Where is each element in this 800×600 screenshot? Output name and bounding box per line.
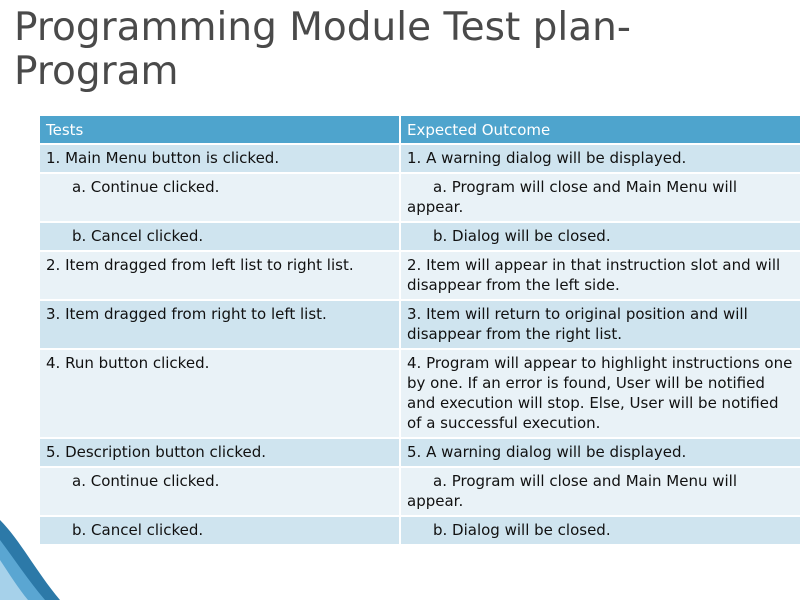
test-cell: 4. Run button clicked. <box>40 349 400 438</box>
expected-outcome-cell: b. Dialog will be closed. <box>400 222 800 251</box>
decorative-corner-swoosh <box>0 500 60 600</box>
test-cell: 2. Item dragged from left list to right list. <box>40 251 400 300</box>
table-row <box>40 251 800 300</box>
test-cell: 5. Description button clicked. <box>40 438 400 467</box>
expected-outcome-cell: b. Dialog will be closed. <box>400 516 800 545</box>
test-cell: a. Continue clicked. <box>40 173 400 222</box>
test-cell: 1. Main Menu button is clicked. <box>40 144 400 173</box>
test-cell: a. Continue clicked. <box>40 467 400 516</box>
table-row <box>40 438 800 467</box>
table-row <box>40 349 800 438</box>
test-cell: 3. Item dragged from right to left list. <box>40 300 400 349</box>
table-row <box>40 467 800 516</box>
table-row <box>40 516 800 545</box>
expected-outcome-cell: 3. Item will return to original position and will disappear from the right list. <box>400 300 800 349</box>
expected-outcome-cell: 1. A warning dialog will be displayed. <box>400 144 800 173</box>
header-tests: Tests <box>40 116 400 144</box>
expected-outcome-cell: 2. Item will appear in that instruction slot and will disappear from the left side. <box>400 251 800 300</box>
expected-outcome-cell: a. Program will close and Main Menu will appear. <box>400 173 800 222</box>
test-cell: b. Cancel clicked. <box>40 516 400 545</box>
table-header-row <box>40 116 800 144</box>
table-row <box>40 300 800 349</box>
expected-outcome-cell: 5. A warning dialog will be displayed. <box>400 438 800 467</box>
expected-outcome-cell: a. Program will close and Main Menu will appear. <box>400 467 800 516</box>
test-cell: b. Cancel clicked. <box>40 222 400 251</box>
page-title: Programming Module Test plan- Program <box>14 5 631 94</box>
expected-outcome-cell: 4. Program will appear to highlight instructions one by one. If an error is found, User will be notified and execution will stop. Else, User will be notified of a successful execution. <box>400 349 800 438</box>
test-plan-table <box>40 116 800 546</box>
table-row <box>40 144 800 173</box>
table-row <box>40 222 800 251</box>
header-expected-outcome: Expected Outcome <box>400 116 800 144</box>
table-row <box>40 173 800 222</box>
